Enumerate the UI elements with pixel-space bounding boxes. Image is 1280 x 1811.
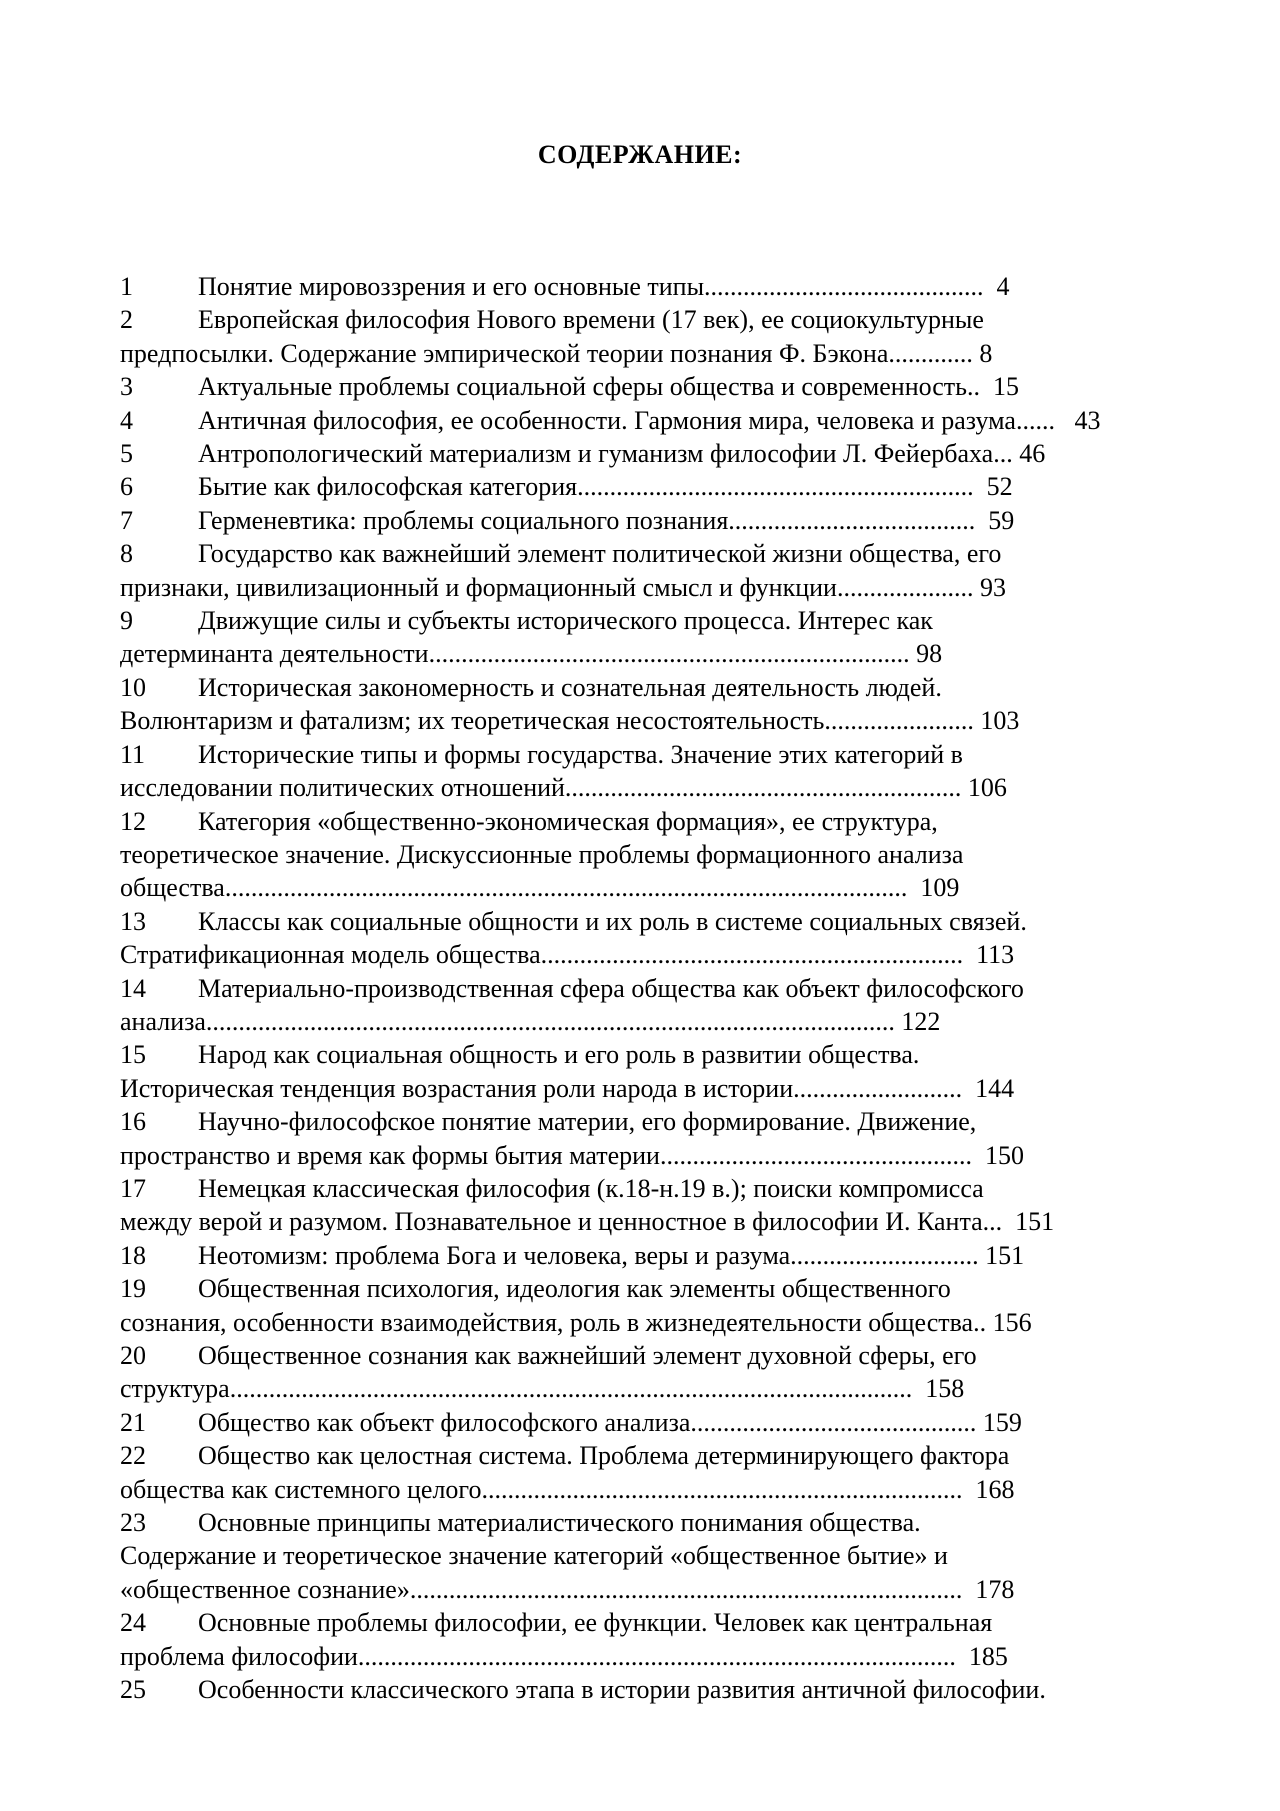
- toc-entry-first-line: [120, 738, 1180, 771]
- toc-entry-text: Немецкая классическая философия (к.18-н.19 в.); поиски компромисса: [198, 1173, 984, 1203]
- toc-entry: [120, 1439, 1180, 1506]
- toc-entry: [120, 1606, 1180, 1673]
- toc-entry: [120, 1272, 1180, 1339]
- toc-entry-text: Неотомизм: проблема Бога и человека, веры и разума............................. 151: [198, 1240, 1025, 1270]
- toc-entry: [120, 1038, 1180, 1105]
- toc-entry: [120, 905, 1180, 972]
- toc-entry-first-line: [120, 1406, 1180, 1439]
- toc-entry-first-line: [120, 1172, 1180, 1205]
- toc-entry-text: Античная философия, ее особенности. Гармония мира, человека и разума...... 43: [198, 405, 1101, 435]
- toc-entry-text: Понятие мировоззрения и его основные типы........................................... 4: [198, 272, 1010, 301]
- toc-entry: [120, 404, 1180, 437]
- toc-entry-first-line: [120, 1038, 1180, 1071]
- toc-entry-first-line: [120, 604, 1180, 637]
- toc-entry-text: Историческая закономерность и сознательная деятельность людей.: [198, 672, 942, 702]
- toc-entry-number: 9: [120, 606, 133, 636]
- toc-entry-first-line: [120, 437, 1180, 470]
- toc-entry-first-line: [120, 1439, 1180, 1472]
- toc-entry-first-line: [120, 303, 1180, 336]
- toc-entry-continuation: структура......................................................................................................... 158: [120, 1374, 965, 1404]
- toc-entry-continuation: Содержание и теоретическое значение категорий «общественное бытие» и: [120, 1541, 948, 1571]
- toc-entry-first-line: [120, 1105, 1180, 1138]
- toc-entry-text: Народ как социальная общность и его роль в развитии общества.: [198, 1040, 920, 1070]
- toc-entry: [120, 470, 1180, 503]
- toc-entry-continuation: проблема философии............................................................................................ 185: [120, 1641, 1008, 1671]
- toc-entry-number: 25: [120, 1675, 146, 1705]
- toc-entry: [120, 437, 1180, 470]
- toc-entry-text: Актуальные проблемы социальной сферы общества и современность.. 15: [198, 372, 1020, 402]
- toc-entry-first-line: [120, 1506, 1180, 1539]
- toc-entry-text: Антропологический материализм и гуманизм философии Л. Фейербаха... 46: [198, 439, 1046, 469]
- toc-entry-number: 23: [120, 1508, 146, 1538]
- toc-entry-first-line: [120, 537, 1180, 570]
- toc-entry-number: 16: [120, 1107, 146, 1137]
- page-title: СОДЕРЖАНИЕ:: [537, 140, 743, 169]
- toc-entry: [120, 270, 1180, 303]
- toc-entry-first-line: [120, 1272, 1180, 1305]
- toc-entry-first-line: [120, 671, 1180, 704]
- toc-entry-number: 13: [120, 906, 146, 936]
- toc-entry-text: Общество как целостная система. Проблема детерминирующего фактора: [198, 1441, 1010, 1471]
- toc-entry-number: 2: [120, 305, 133, 335]
- toc-entry-text: Общество как объект философского анализа............................................ 159: [198, 1407, 1022, 1437]
- toc-entry-continuation: общества как системного целого.......................................................................... 168: [120, 1474, 1015, 1504]
- toc-entry-number: 19: [120, 1274, 146, 1304]
- toc-entry-text: Основные проблемы философии, ее функции. Человек как центральная: [198, 1608, 993, 1638]
- toc-entry-continuation: анализа.......................................................................................................... 122: [120, 1006, 941, 1036]
- toc-entry-number: 24: [120, 1608, 146, 1638]
- toc-entry-text: Движущие силы и субъекты исторического процесса. Интерес как: [198, 606, 933, 636]
- toc-entry-number: 4: [120, 405, 133, 435]
- toc-entry-continuation: общества......................................................................................................... 109: [120, 873, 960, 903]
- toc-entry: [120, 537, 1180, 604]
- toc-entry-number: 21: [120, 1407, 146, 1437]
- toc-entry-continuation: Волюнтаризм и фатализм; их теоретическая несостоятельность....................... 103: [120, 706, 1020, 736]
- toc-entry-number: 8: [120, 539, 133, 569]
- toc-entry-number: 17: [120, 1173, 146, 1203]
- toc-entry-number: 1: [120, 272, 133, 301]
- toc-entry-number: 11: [120, 739, 146, 769]
- toc-entry-number: 22: [120, 1441, 146, 1471]
- toc-entry-continuation: Историческая тенденция возрастания роли народа в истории.......................... 144: [120, 1073, 1015, 1103]
- toc-entry: [120, 1673, 1180, 1706]
- toc-entry-continuation: детерминанта деятельности.......................................................................... 98: [120, 639, 943, 669]
- toc-entry-number: 15: [120, 1040, 146, 1070]
- toc-entry-text: Классы как социальные общности и их роль в системе социальных связей.: [198, 906, 1027, 936]
- toc-entry-number: 18: [120, 1240, 146, 1270]
- toc-entry: [120, 671, 1180, 738]
- toc-entry: [120, 1506, 1180, 1606]
- toc-entry-text: Герменевтика: проблемы социального познания...................................... 59: [198, 505, 1015, 535]
- toc-entry-first-line: [120, 1339, 1180, 1372]
- toc-entry: [120, 604, 1180, 671]
- toc-entry-continuation: между верой и разумом. Познавательное и ценностное в философии И. Канта... 151: [120, 1207, 1055, 1237]
- toc-entry-continuation: исследовании политических отношений............................................................. 106: [120, 773, 1007, 803]
- toc-entry-first-line: [120, 905, 1180, 938]
- toc-entry-first-line: [120, 805, 1180, 838]
- toc-entry-text: Материально-производственная сфера общества как объект философского: [198, 973, 1024, 1003]
- toc-entry-text: Европейская философия Нового времени (17 век), ее социокультурные: [198, 305, 984, 335]
- toc-entry-first-line: [120, 504, 1180, 537]
- toc-entry-first-line: [120, 1673, 1180, 1706]
- toc-entry-number: 10: [120, 672, 146, 702]
- toc-entry-continuation: пространство и время как формы бытия материи................................................ 150: [120, 1140, 1024, 1170]
- toc-entry-text: Государство как важнейший элемент политической жизни общества, его: [198, 539, 1002, 569]
- toc-entry-continuation: предпосылки. Содержание эмпирической теории познания Ф. Бэкона............. 8: [120, 338, 993, 368]
- toc-entry: [120, 303, 1180, 370]
- toc-entry-number: 3: [120, 372, 133, 402]
- toc-entry: [120, 972, 1180, 1039]
- toc-entry-text: Общественная психология, идеология как элементы общественного: [198, 1274, 951, 1304]
- toc-entry: [120, 1239, 1180, 1272]
- toc-entry-continuation: признаки, цивилизационный и формационный смысл и функции..................... 93: [120, 572, 1006, 602]
- toc-entry-continuation: «общественное сознание»..................................................................................... 178: [120, 1574, 1015, 1604]
- toc-entry-text: Общественное сознания как важнейший элемент духовной сферы, его: [198, 1341, 977, 1370]
- table-of-contents: [120, 270, 1180, 1706]
- toc-entry-number: 5: [120, 439, 133, 469]
- toc-entry: [120, 504, 1180, 537]
- toc-entry-text: Основные принципы материалистического понимания общества.: [198, 1508, 921, 1538]
- toc-entry-number: 7: [120, 505, 133, 535]
- toc-entry-text: Бытие как философская категория............................................................. 52: [198, 472, 1013, 502]
- toc-entry-continuation: Стратификационная модель общества................................................................. 113: [120, 940, 1015, 970]
- toc-entry-first-line: [120, 270, 1180, 303]
- toc-entry-number: 6: [120, 472, 133, 502]
- toc-entry: [120, 805, 1180, 905]
- toc-entry: [120, 738, 1180, 805]
- toc-entry: [120, 1172, 1180, 1239]
- toc-entry: [120, 1105, 1180, 1172]
- toc-entry-text: Особенности классического этапа в истории развития античной философии.: [198, 1675, 1046, 1705]
- toc-entry-continuation: сознания, особенности взаимодействия, роль в жизнедеятельности общества.. 156: [120, 1307, 1032, 1337]
- toc-entry-first-line: [120, 1606, 1180, 1639]
- toc-entry-first-line: [120, 404, 1180, 437]
- toc-entry-first-line: [120, 1239, 1180, 1272]
- toc-entry-first-line: [120, 370, 1180, 403]
- toc-entry-number: 20: [120, 1341, 146, 1370]
- toc-entry: [120, 370, 1180, 403]
- toc-entry-first-line: [120, 470, 1180, 503]
- toc-entry-text: Категория «общественно-экономическая формация», ее структура,: [198, 806, 938, 836]
- toc-entry-text: Научно-философское понятие материи, его формирование. Движение,: [198, 1107, 977, 1137]
- toc-entry-continuation: теоретическое значение. Дискуссионные проблемы формационного анализа: [120, 839, 964, 869]
- toc-entry: [120, 1406, 1180, 1439]
- toc-entry-number: 12: [120, 806, 146, 836]
- toc-entry: [120, 1339, 1180, 1406]
- toc-entry-first-line: [120, 972, 1180, 1005]
- toc-entry-text: Исторические типы и формы государства. Значение этих категорий в: [198, 739, 963, 769]
- toc-entry-number: 14: [120, 973, 146, 1003]
